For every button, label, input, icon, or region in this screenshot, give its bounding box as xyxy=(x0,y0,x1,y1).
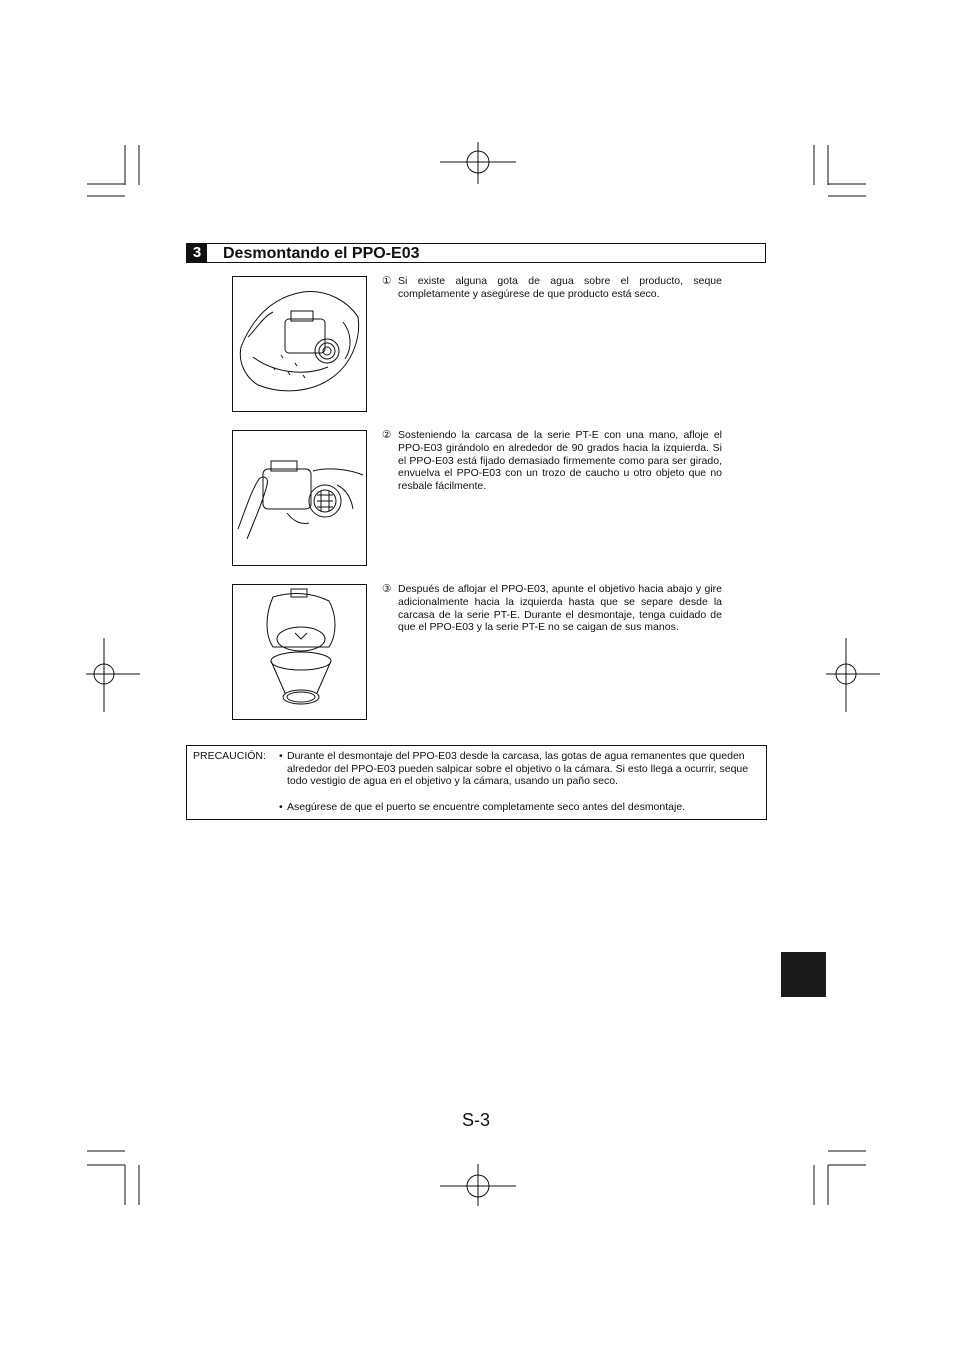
step-1-marker: ① xyxy=(382,275,392,287)
caution-item-2 xyxy=(279,801,759,814)
step-1 xyxy=(382,275,722,301)
caution-box xyxy=(186,745,767,820)
removing-port-image xyxy=(233,585,366,719)
caution-item-2-text: Asegúrese de que el puerto se encuentre completamente seco antes del desmontaje. xyxy=(287,801,686,813)
drying-cloth-image xyxy=(233,277,366,411)
loosening-port-image xyxy=(233,431,366,565)
caution-bullet-1: • xyxy=(279,750,283,762)
step-2-marker: ② xyxy=(382,429,392,441)
step-1-text: Si existe alguna gota de agua sobre el producto, seque completamente y asegúrese de que producto está seco. xyxy=(398,275,722,300)
illustration-loosening-port xyxy=(232,430,367,566)
caution-label: PRECAUCIÓN: xyxy=(193,750,266,762)
section-header xyxy=(186,243,766,263)
step-3-marker: ③ xyxy=(382,583,392,595)
page-number: S-3 xyxy=(462,1110,491,1130)
step-2 xyxy=(382,429,722,493)
caution-item-1 xyxy=(279,750,749,788)
section-title: Desmontando el PPO-E03 xyxy=(223,245,420,262)
caution-bullet-2: • xyxy=(279,801,283,813)
step-3-text: Después de aflojar el PPO-E03, apunte el objetivo hacia abajo y gire adicionalmente hacia la izquierda hasta que se separe desde la carcasa de la serie PT-E. Durante el desmontaje, tenga cuidado de que el PPO-E03 y la serie PT-E no se caigan de sus manos. xyxy=(398,583,722,634)
step-3 xyxy=(382,583,722,634)
thumb-index-tab xyxy=(781,952,826,997)
illustration-drying-housing xyxy=(232,276,367,412)
section-number: 3 xyxy=(187,244,207,262)
step-2-text: Sosteniendo la carcasa de la serie PT-E con una mano, afloje el PPO-E03 girándolo en alrededor de 90 grados hacia la izquierda. Si el PPO-E03 está fijado demasiado firmemente como para ser girado, envuelva el PPO-E03 con un trozo de caucho u otro objeto que no resbale fácilmente. xyxy=(398,429,722,493)
illustration-removing-port xyxy=(232,584,367,720)
caution-item-1-text: Durante el desmontaje del PPO-E03 desde la carcasa, las gotas de agua remanentes que queden alrededor del PPO-E03 pueden salpicar sobre el objetivo o la cámara. Si esto llega a ocurrir, seque todo vestigio de agua en el objetivo y la cámara, usando un paño seco. xyxy=(287,750,749,788)
